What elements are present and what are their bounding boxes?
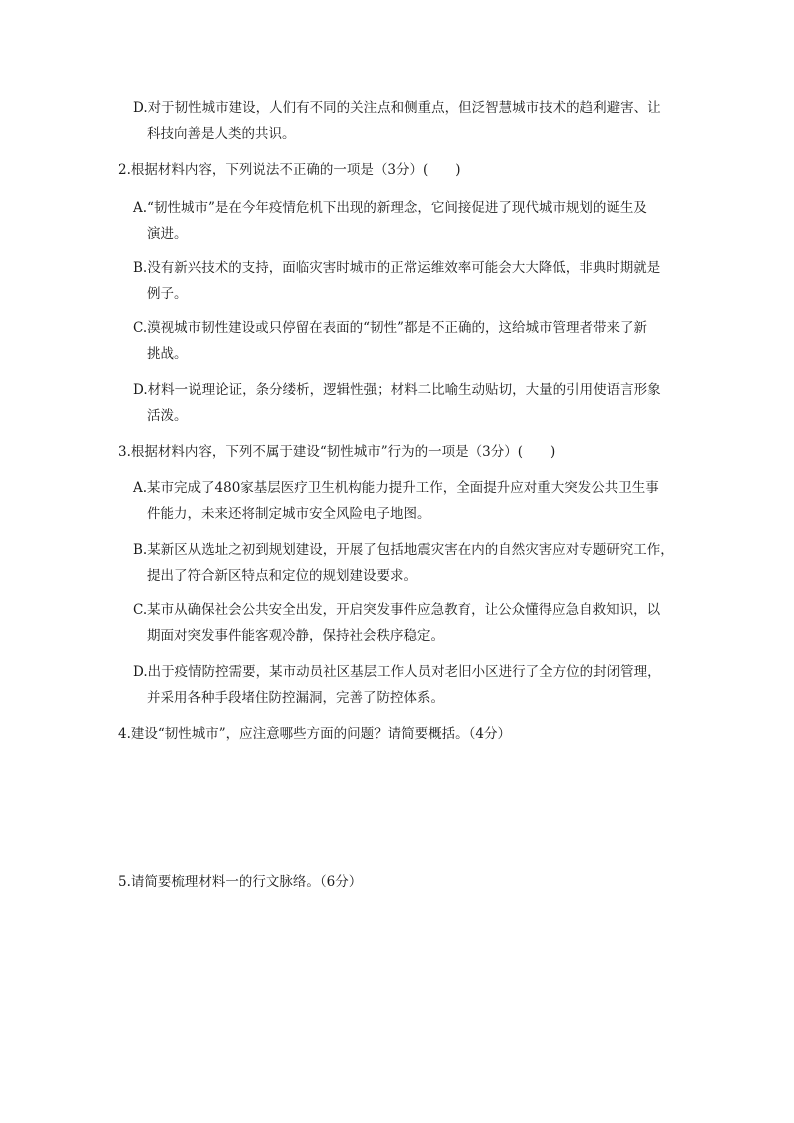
q2-option-a-line-1: A.“韧性城市”是在今年疫情危机下出现的新理念，它间接促进了现代城市规划的诞生及 — [133, 200, 647, 216]
q3-option-d-line-1: D.出于疫情防控需要，某市动员社区基层工作人员对老旧小区进行了全方位的封闭管理， — [133, 664, 661, 680]
q2-option-b-line-2: 例子。 — [147, 286, 188, 302]
q3-option-b-line-1: B.某新区从选址之初到规划建设，开展了包括地震灾害在内的自然灾害应对专题研究工作， — [133, 542, 674, 558]
question-3: 3.根据材料内容，下列不属于建设“韧性城市”行为的一项是（3分）( ) — [118, 444, 556, 460]
q3-option-c-line-2: 期面对突发事件能客观冷静，保持社会秩序稳定。 — [147, 628, 444, 644]
q3-option-b-line-2: 提出了符合新区特点和定位的规划建设要求。 — [147, 568, 417, 584]
option-d-line-2: 科技向善是人类的共识。 — [147, 126, 296, 142]
q2-option-c-line-1: C.漠视城市韧性建设或只停留在表面的“韧性”都是不正确的，这给城市管理者带来了新 — [133, 320, 647, 336]
q2-option-d-line-1: D.材料一说理论证，条分缕析，逻辑性强；材料二比喻生动贴切，大量的引用使语言形象 — [133, 382, 661, 398]
q2-option-c-line-2: 挑战。 — [147, 346, 188, 362]
question-4: 4.建设“韧性城市”，应注意哪些方面的问题？请简要概括。（4分） — [118, 726, 512, 742]
question-5: 5.请简要梳理材料一的行文脉络。（6分） — [118, 874, 363, 890]
q2-option-d-line-2: 活泼。 — [147, 408, 188, 424]
q3-option-a-line-1: A.某市完成了480家基层医疗卫生机构能力提升工作，全面提升应对重大突发公共卫生事 — [133, 480, 659, 496]
question-2: 2.根据材料内容，下列说法不正确的一项是（3分）( ) — [118, 162, 461, 178]
option-d-line-1: D.对于韧性城市建设，人们有不同的关注点和侧重点，但泛智慧城市技术的趋利避害、让 — [133, 100, 661, 116]
q3-option-c-line-1: C.某市从确保社会公共安全出发，开启突发事件应急教育，让公众懂得应急自救知识，以 — [133, 602, 661, 618]
q3-option-d-line-2: 并采用各种手段堵住防控漏洞，完善了防控体系。 — [147, 690, 444, 706]
q2-option-a-line-2: 演进。 — [147, 226, 188, 242]
q2-option-b-line-1: B.没有新兴技术的支持，面临灾害时城市的正常运维效率可能会大大降低，非典时期就是 — [133, 260, 661, 276]
q3-option-a-line-2: 件能力，未来还将制定城市安全风险电子地图。 — [147, 506, 431, 522]
